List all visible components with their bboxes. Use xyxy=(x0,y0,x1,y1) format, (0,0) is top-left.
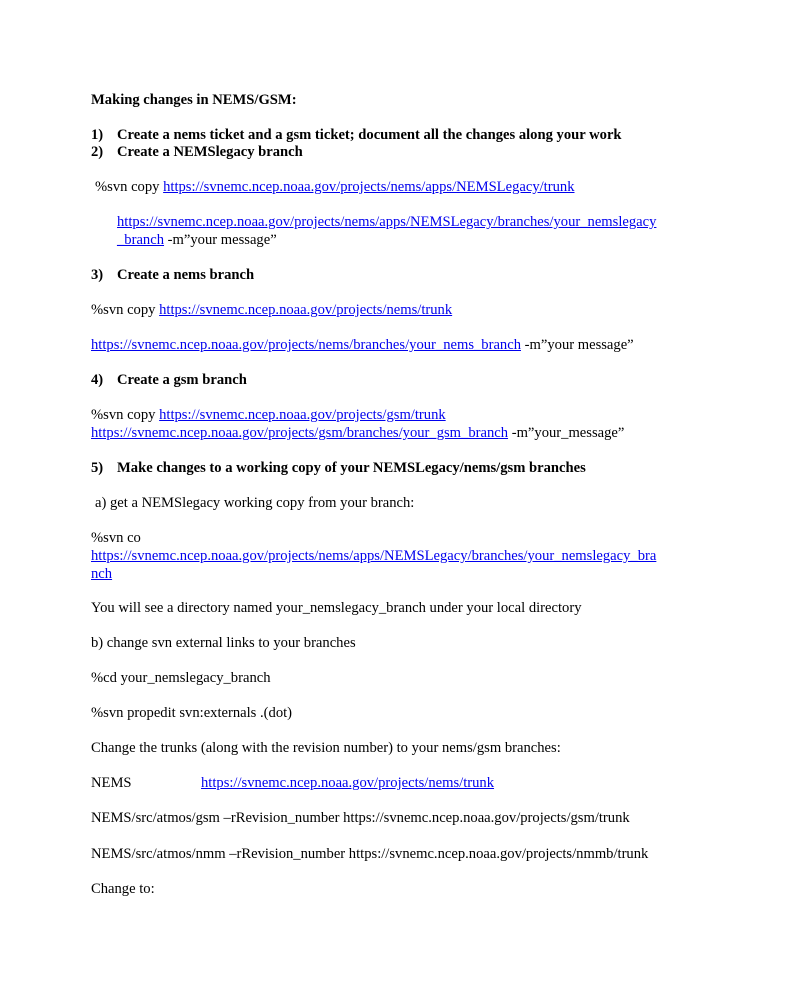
step5-co-line xyxy=(91,548,656,565)
step5-cd-cmd: %cd your_nemslegacy_branch xyxy=(91,670,271,686)
step3-copy-line xyxy=(91,302,452,319)
ext-nems-label: NEMS xyxy=(91,775,132,791)
step-1-text: Create a nems ticket and a gsm ticket; document all the changes along your work xyxy=(117,127,622,143)
ext-nems-url-line xyxy=(201,775,494,792)
step-3-number: 3) xyxy=(91,267,104,283)
step2-dst-link[interactable]: https://svnemc.ncep.noaa.gov/projects/nems/apps/NEMSLegacy/branches/your_nemslegacy xyxy=(117,214,657,230)
step4-dst-line xyxy=(91,425,624,442)
ext-nems-link[interactable]: https://svnemc.ncep.noaa.gov/projects/nems/trunk xyxy=(201,775,495,791)
step-4-text: Create a gsm branch xyxy=(117,372,247,388)
step-3 xyxy=(91,267,254,284)
step3-msg: -m”your message” xyxy=(524,337,634,353)
step-4 xyxy=(91,372,247,389)
step4-msg: -m”your_message” xyxy=(511,425,625,441)
step5-co-link[interactable]: https://svnemc.ncep.noaa.gov/projects/nems/apps/NEMSLegacy/branches/your_nemslegacy_bra xyxy=(91,548,657,564)
step5-change-note: Change the trunks (along with the revision number) to your nems/gsm branches: xyxy=(91,740,561,756)
step5-dir-note: You will see a directory named your_nemslegacy_branch under your local directory xyxy=(91,600,582,616)
step-2 xyxy=(91,144,303,161)
document-title: Making changes in NEMS/GSM: xyxy=(91,92,297,108)
step-5-number: 5) xyxy=(91,460,104,476)
step-4-number: 4) xyxy=(91,372,104,388)
ext-nmm-line: NEMS/src/atmos/nmm –rRevision_number https://svnemc.ncep.noaa.gov/projects/nmmb/trunk xyxy=(91,846,649,862)
step2-copy-line xyxy=(95,179,575,196)
step-3-text: Create a nems branch xyxy=(117,267,255,283)
step4-dst-link[interactable]: https://svnemc.ncep.noaa.gov/projects/gsm/branches/your_gsm_branch xyxy=(91,425,509,441)
step-2-number: 2) xyxy=(91,144,104,160)
step2-dst-link-cont[interactable]: _branch xyxy=(117,232,165,248)
step2-src-link[interactable]: https://svnemc.ncep.noaa.gov/projects/nems/apps/NEMSLegacy/trunk xyxy=(163,179,575,195)
step-1-number: 1) xyxy=(91,127,104,143)
step3-dst-line xyxy=(91,337,634,354)
step3-dst-link[interactable]: https://svnemc.ncep.noaa.gov/projects/nems/branches/your_nems_branch xyxy=(91,337,521,353)
step5-co-link-cont[interactable]: nch xyxy=(91,566,113,582)
step-1 xyxy=(91,127,622,144)
step-2-text: Create a NEMSlegacy branch xyxy=(117,144,303,160)
step-5 xyxy=(91,460,586,477)
ext-nems-line xyxy=(91,775,132,792)
step2-dst-line-2 xyxy=(117,232,277,249)
step2-cmd: %svn copy xyxy=(95,179,160,195)
step5-a-label: a) get a NEMSlegacy working copy from your branch: xyxy=(95,495,415,511)
step5-b-label: b) change svn external links to your branches xyxy=(91,635,356,651)
step5-co-line-2 xyxy=(91,566,112,583)
step2-msg: -m”your message” xyxy=(167,232,277,248)
step4-src-link[interactable]: https://svnemc.ncep.noaa.gov/projects/gsm/trunk xyxy=(159,407,446,423)
step2-dst-line xyxy=(117,214,656,231)
change-to-label: Change to: xyxy=(91,881,155,897)
ext-gsm-line: NEMS/src/atmos/gsm –rRevision_number https://svnemc.ncep.noaa.gov/projects/gsm/trunk xyxy=(91,810,630,826)
step5-co-cmd: %svn co xyxy=(91,530,141,546)
step-5-text: Make changes to a working copy of your NEMSLegacy/nems/gsm branches xyxy=(117,460,586,476)
step5-propedit-cmd: %svn propedit svn:externals .(dot) xyxy=(91,705,293,721)
step4-cmd: %svn copy xyxy=(91,407,156,423)
step4-copy-line xyxy=(91,407,446,424)
step3-cmd: %svn copy xyxy=(91,302,156,318)
step3-src-link[interactable]: https://svnemc.ncep.noaa.gov/projects/nems/trunk xyxy=(159,302,453,318)
